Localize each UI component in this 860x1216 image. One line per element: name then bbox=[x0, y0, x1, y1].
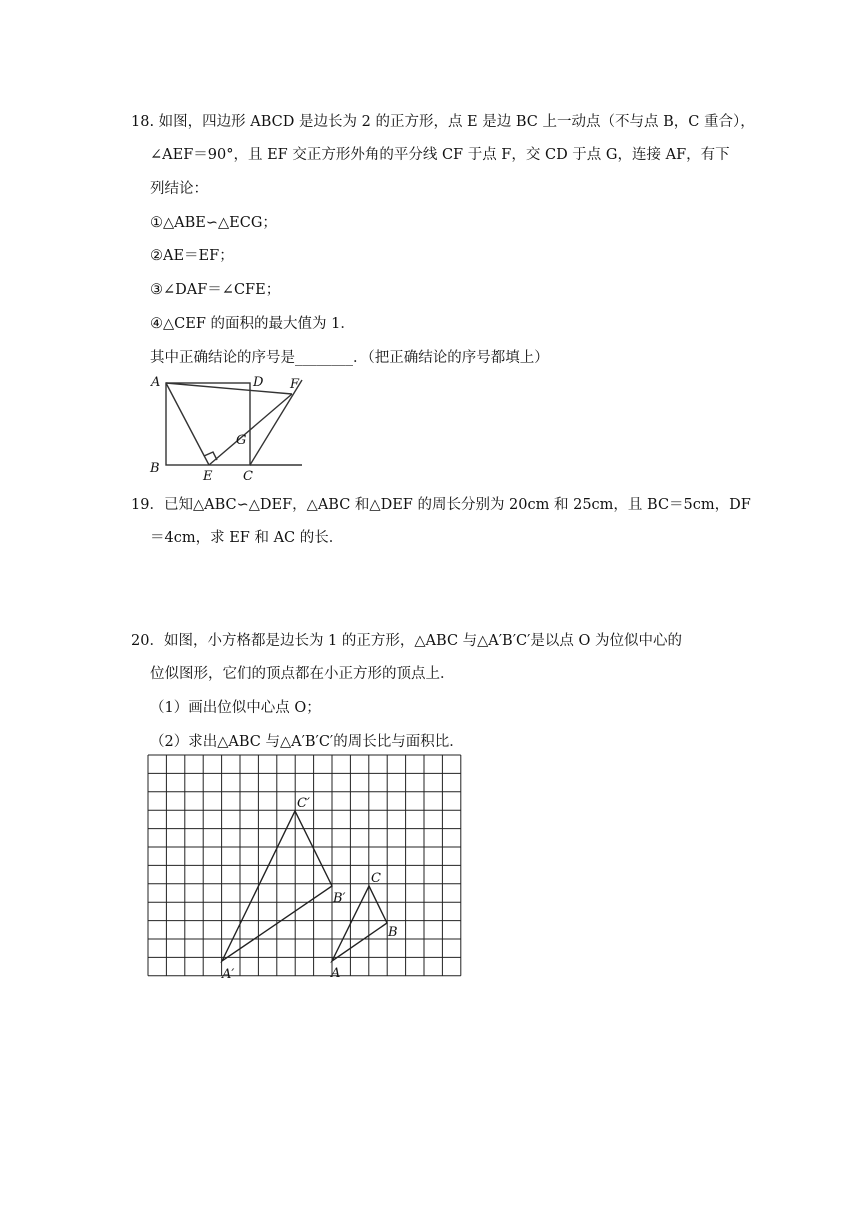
segment-ae bbox=[166, 383, 209, 465]
q18-conclusion-1: ①△ABE∽△ECG； bbox=[150, 215, 277, 231]
q18-line-1: 18. 如图，四边形 ABCD 是边长为 2 的正方形，点 E 是边 BC 上一动点（不与点 B，C 重合）， bbox=[131, 114, 755, 130]
q18-line-2: ∠AEF＝90°，且 EF 交正方形外角的平分线 CF 于点 F，交 CD 于点 G，连接 AF，有下 bbox=[150, 147, 730, 163]
label-b: B bbox=[388, 925, 398, 940]
segment-af bbox=[166, 383, 292, 394]
q18-conclusion-3: ③∠DAF＝∠CFE； bbox=[150, 282, 281, 298]
grid-lines bbox=[148, 755, 461, 976]
label-c: C bbox=[243, 469, 253, 484]
q19-line-2: ＝4cm，求 EF 和 AC 的长． bbox=[150, 530, 344, 546]
q18-conclusion-2: ②AE＝EF； bbox=[150, 248, 234, 264]
label-a: A bbox=[151, 375, 161, 390]
label-c-prime: C′ bbox=[297, 796, 310, 811]
label-b-prime: B′ bbox=[333, 891, 346, 906]
label-a: A bbox=[331, 966, 341, 981]
q20-line-1: 20．如图，小方格都是边长为 1 的正方形，△ABC 与△A′B′C′是以点 O 为位似中心的 bbox=[131, 633, 682, 649]
label-f: F bbox=[290, 377, 300, 392]
label-b: B bbox=[150, 461, 160, 476]
label-a-prime: A′ bbox=[222, 967, 235, 982]
q18-answer-prompt: 其中正确结论的序号是________．（把正确结论的序号都填上） bbox=[150, 350, 549, 366]
q18-figure bbox=[146, 370, 316, 485]
square-abcd bbox=[166, 383, 250, 465]
q20-grid-figure bbox=[140, 750, 475, 995]
q20-part-1: （1）画出位似中心点 O； bbox=[150, 700, 321, 716]
label-e: E bbox=[203, 469, 213, 484]
label-d: D bbox=[253, 375, 264, 390]
q19-line-1: 19．已知△ABC∽△DEF，△ABC 和△DEF 的周长分别为 20cm 和 25cm，且 BC＝5cm，DF bbox=[131, 497, 751, 513]
label-g: G bbox=[236, 433, 247, 448]
label-c: C bbox=[371, 871, 381, 886]
q18-line-3: 列结论： bbox=[150, 181, 208, 197]
q20-line-2: 位似图形，它们的顶点都在小正方形的顶点上． bbox=[150, 666, 455, 682]
q20-part-2: （2）求出△ABC 与△A′B′C′的周长比与面积比． bbox=[150, 734, 464, 750]
q18-conclusion-4: ④△CEF 的面积的最大值为 1． bbox=[150, 316, 355, 332]
